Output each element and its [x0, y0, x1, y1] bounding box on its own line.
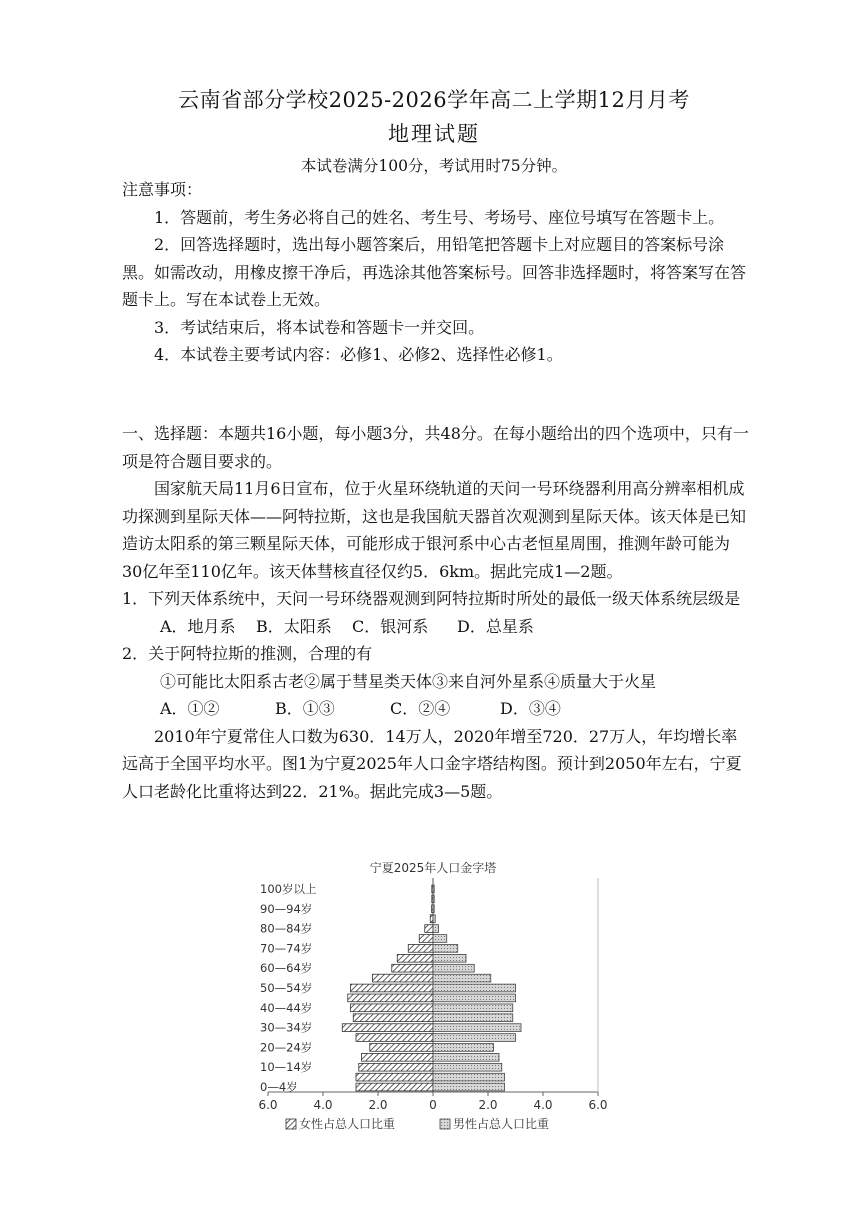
- male-bar: [433, 885, 434, 893]
- male-bar: [433, 984, 516, 992]
- male-bar: [433, 1034, 516, 1042]
- population-pyramid-figure: [240, 858, 620, 1143]
- x-tick-label: 2.0: [368, 1098, 388, 1112]
- question-1-option-d: D．总星系: [457, 616, 534, 636]
- x-tick-label: 0: [429, 1098, 437, 1112]
- age-group-label: 40—44岁: [260, 1000, 313, 1015]
- male-bar: [433, 994, 516, 1002]
- legend-female-swatch: [286, 1119, 296, 1129]
- female-bar: [419, 935, 433, 943]
- question-1-option-c: C．银河系: [352, 616, 429, 636]
- x-tick-label: 4.0: [313, 1098, 333, 1112]
- age-group-label: 10—14岁: [260, 1060, 313, 1075]
- male-bar: [433, 1053, 499, 1061]
- passage-1: 国家航天局11月6日宣布，位于火星环绕轨道的天问一号环绕器利用高分辨率相机成功探测到星际天体——阿特拉斯，这也是我国航天器首次观测到星际天体。该天体是已知造访太阳系的第三颗星际天体，可能形成于银河系中心古老恒星周围，推测年龄可能为30亿年至110亿年。该天体彗核直径仅约5．6km。据此完成1—2题。: [122, 479, 747, 581]
- male-bar: [433, 954, 466, 962]
- female-bar: [373, 974, 434, 982]
- male-bar: [433, 1044, 494, 1052]
- legend-female-label: 女性占总人口比重: [299, 1117, 396, 1131]
- passage-2: 2010年宁夏常住人口数为630．14万人，2020年增至720．27万人，年均增长率远高于全国平均水平。图1为宁夏2025年人口金字塔结构图。预计到2050年左右，宁夏人口老龄化比重将达到22．21%。据此完成3—5题。: [122, 726, 742, 801]
- chart-title: 宁夏2025年人口金字塔: [369, 861, 497, 875]
- male-bar: [433, 1004, 513, 1012]
- female-bar: [356, 1083, 433, 1091]
- male-bar: [433, 1083, 505, 1091]
- female-bar: [370, 1044, 433, 1052]
- notice-item-4: 4．本试卷主要考试内容：必修1、必修2、选择性必修1。: [154, 345, 563, 364]
- question-1-option-a: A．地月系: [160, 616, 236, 636]
- question-1-option-b: B．太阳系: [256, 616, 332, 636]
- exam-subtitle: 本试卷满分100分，考试用时75分钟。: [300, 157, 568, 175]
- female-bar: [362, 1053, 434, 1061]
- female-bar: [353, 1014, 433, 1022]
- male-bar: [433, 1073, 505, 1081]
- female-bar: [430, 915, 433, 923]
- female-bar: [425, 925, 433, 933]
- notice-item-2: 2．回答选择题时，选出每小题答案后，用铅笔把答题卡上对应题目的答案标号涂黑。如需改动，用橡皮擦干净后，再选涂其他答案标号。回答非选择题时，将答案写在答题卡上。写在本试卷上无效。: [122, 235, 747, 309]
- female-bar: [351, 984, 434, 992]
- notice-section: [122, 176, 750, 369]
- male-bar: [433, 1024, 521, 1032]
- section1-intro: 一、选择题：本题共16小题，每小题3分，共48分。在每小题给出的四个选项中，只有一项是符合题目要求的。: [122, 424, 749, 471]
- male-bar: [433, 974, 491, 982]
- male-bar: [433, 935, 447, 943]
- exam-title-line2: 地理试题: [388, 122, 480, 146]
- female-bar: [408, 945, 433, 953]
- male-bar: [433, 1063, 502, 1071]
- question-1-stem: 1．下列天体系统中，天问一号环绕器观测到阿特拉斯时所处的最低一级天体系统层级是: [122, 589, 741, 608]
- male-bar: [433, 895, 434, 903]
- exam-title-line1: 云南省部分学校2025-2026学年高二上学期12月月考: [178, 88, 690, 112]
- x-tick-label: 6.0: [588, 1098, 608, 1112]
- age-group-label: 30—34岁: [260, 1020, 313, 1035]
- question-2-option-a: A．①②: [160, 699, 220, 718]
- question-1-options: [122, 613, 750, 641]
- question-2-statements: ①可能比太阳系古老②属于彗星类天体③来自河外星系④质量大于火星: [160, 671, 657, 691]
- female-bar: [348, 994, 433, 1002]
- question-2-option-d: D．③④: [500, 699, 561, 718]
- female-bar: [392, 964, 433, 972]
- male-bar: [433, 945, 458, 953]
- female-bar: [359, 1063, 433, 1071]
- female-bar: [351, 1004, 434, 1012]
- age-group-label: 80—84岁: [260, 921, 313, 936]
- age-group-label: 0—4岁: [260, 1080, 298, 1095]
- x-tick-label: 2.0: [478, 1098, 498, 1112]
- population-pyramid-chart: [240, 858, 620, 1143]
- female-bar: [356, 1034, 433, 1042]
- question-2-stem: 2．关于阿特拉斯的推测，合理的有: [122, 644, 373, 663]
- male-bar: [433, 925, 439, 933]
- notice-heading: 注意事项：: [122, 180, 203, 199]
- notice-item-1: 1．答题前，考生务必将自己的姓名、考生号、考场号、座位号填写在答题卡上。: [154, 207, 725, 227]
- female-bar: [342, 1024, 433, 1032]
- choice-section: [122, 420, 750, 805]
- female-bar: [397, 954, 433, 962]
- legend-male-label: 男性占总人口比重: [453, 1117, 550, 1131]
- male-bar: [433, 905, 434, 913]
- age-group-label: 100岁以上: [260, 881, 317, 896]
- x-tick-label: 6.0: [258, 1098, 278, 1112]
- female-bar: [356, 1073, 433, 1081]
- age-group-label: 60—64岁: [260, 961, 313, 976]
- age-group-label: 20—24岁: [260, 1040, 313, 1055]
- question-2-options: [122, 695, 750, 723]
- age-group-label: 70—74岁: [260, 941, 313, 956]
- male-bar: [433, 915, 435, 923]
- question-2-option-c: C．②④: [390, 699, 451, 718]
- x-tick-label: 4.0: [533, 1098, 553, 1112]
- question-2-option-b: B．①③: [275, 699, 335, 718]
- male-bar: [433, 964, 474, 972]
- age-group-label: 50—54岁: [260, 981, 313, 995]
- age-group-label: 90—94岁: [260, 901, 313, 916]
- legend-male-swatch: [440, 1119, 450, 1129]
- notice-item-3: 3．考试结束后，将本试卷和答题卡一并交回。: [154, 317, 485, 337]
- male-bar: [433, 1014, 513, 1022]
